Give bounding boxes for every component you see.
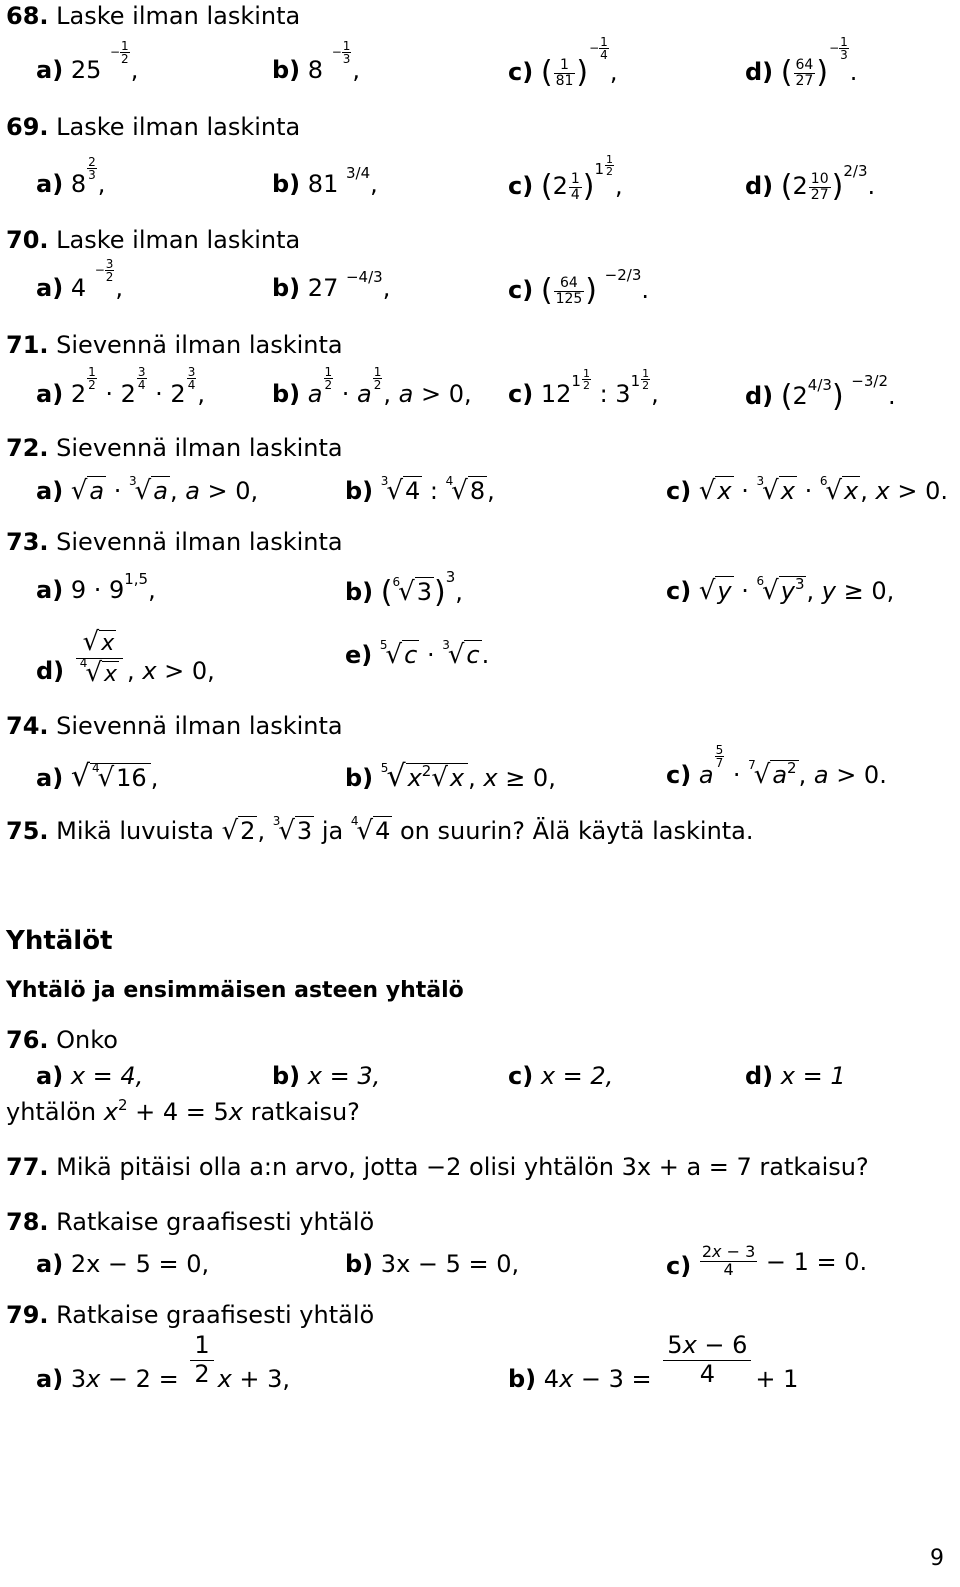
item-label: b) (345, 477, 374, 505)
exercise-68-heading (6, 4, 300, 28)
exercise-73-c (666, 574, 895, 606)
exercise-number: 69. (6, 113, 49, 141)
math-expression: x = 4, (70, 1062, 144, 1090)
exercise-73-b (345, 568, 463, 610)
math-expression: 2 $\frac{1}{2}$ · 2 $\frac{3}{4}$ · 2 $\frac{3}{4}$ , (70, 365, 205, 408)
math-expression: a $\frac{5}{7}$ · $^7√a^2$, a > 0. (698, 743, 887, 790)
exercise-68-d (745, 35, 858, 91)
item-label: a) (36, 170, 64, 198)
exercise-72-a (36, 474, 259, 506)
math-expression: $9 \cdot 9^{1,5}$, (70, 570, 156, 604)
exercise-76-b (272, 1064, 380, 1088)
exercise-74-b (345, 759, 556, 794)
math-expression: $\frac{√x}{^4√x}$ (76, 628, 123, 689)
exercise-number: 75. (6, 817, 49, 845)
exercise-68-a (36, 39, 139, 84)
exercise-79-a (36, 1331, 291, 1394)
item-label: c) (666, 1252, 692, 1281)
math-expression: $12^{1 \frac{1}{2}}$ : $3^{1 \frac{1}{2}}$ , (540, 367, 659, 408)
math-expression: √2, $^3$√3 (221, 814, 313, 846)
exercise-number: 72. (6, 434, 49, 462)
exercise-74-c (666, 743, 887, 790)
exercise-title: Ratkaise graafisesti yhtälö (56, 1301, 375, 1329)
math-expression: x = 3, (307, 1062, 381, 1090)
exercise-73-e (345, 638, 490, 670)
item-label: a) (36, 1250, 64, 1278)
math-expression: x = 1 (780, 1062, 846, 1090)
item-label: c) (508, 58, 534, 87)
math-expression: $x^2 + 4 = 5x$ (103, 1096, 243, 1126)
exercise-73-a (36, 570, 156, 604)
item-label: b) (508, 1365, 537, 1394)
exercise-75 (6, 814, 754, 846)
exercise-text: Mikä luvuista (56, 817, 214, 845)
exercise-title: Ratkaise graafisesti yhtälö (56, 1208, 375, 1236)
exercise-text: ratkaisu? (250, 1098, 360, 1126)
exercise-69-b (272, 164, 378, 198)
item-label: d) (745, 58, 774, 87)
exercise-number: 76. (6, 1026, 49, 1054)
exercise-68-c (508, 35, 618, 91)
exercise-number: 70. (6, 226, 49, 254)
exercise-76-question (6, 1096, 360, 1126)
item-label: d) (36, 657, 65, 686)
page-number: 9 (930, 1546, 944, 1571)
exercise-number: 74. (6, 712, 49, 740)
exercise-70-a (36, 257, 124, 302)
exercise-number: 78. (6, 1208, 49, 1236)
math-expression: 25 − $\frac{1}{2}$ , (70, 39, 139, 84)
exercise-72-b (345, 474, 495, 506)
math-expression: $(2^{4/3})$ $^{-3/2}$. (780, 372, 896, 414)
item-label: c) (666, 577, 692, 605)
exercise-78-heading (6, 1210, 374, 1234)
exercise-76-a (36, 1064, 143, 1088)
exercise-74-a (36, 759, 159, 794)
exercise-69-c (508, 153, 623, 205)
exercise-number: 71. (6, 331, 49, 359)
item-label: c) (508, 276, 534, 305)
exercise-68-b (272, 39, 361, 84)
math-expression: 8 − $\frac{1}{3}$ , (307, 39, 361, 84)
exercise-76-d (745, 1064, 846, 1088)
item-label: a) (36, 1062, 64, 1090)
exercise-73-heading (6, 530, 343, 554)
exercise-78-c (666, 1244, 867, 1279)
math-expression: x = 2, (540, 1062, 614, 1090)
exercise-76-heading (6, 1028, 118, 1052)
item-label: d) (745, 382, 774, 410)
exercise-title: Sievennä ilman laskinta (56, 434, 343, 462)
item-label: c) (508, 380, 534, 408)
math-expression: 8 $\frac{2}{3}$ , (70, 155, 106, 198)
math-expression: (2 $\frac{10}{27}$ )$^{2/3}$. (780, 162, 876, 205)
math-expression: $^3$√4 : $^4$√8, (380, 474, 495, 506)
math-expression: $\frac{2x - 3}{4}$ − 1 = 0. (701, 1242, 868, 1279)
section-heading: Yhtälöt (6, 926, 113, 956)
exercise-title: Sievennä ilman laskinta (56, 331, 343, 359)
exercise-71-c (508, 367, 659, 408)
exercise-72-heading (6, 436, 343, 460)
exercise-76-c (508, 1064, 613, 1088)
exercise-69-a (36, 155, 106, 198)
exercise-text: on suurin? Älä käytä laskinta. (400, 817, 754, 845)
math-expression: √ $^4$√16 , (70, 759, 159, 794)
item-label: a) (36, 477, 64, 505)
exercise-72-c (666, 474, 948, 506)
math-expression: 3x − 2 = $\frac{1}{2}$ x + 3, (70, 1331, 291, 1394)
math-expression: 27 $^{-4/3}$, (307, 268, 391, 302)
item-label: b) (345, 764, 374, 792)
exercise-79-b (508, 1331, 799, 1394)
math-expression: 4x − 3 = $\frac{5x - 6}{4}$ + 1 (543, 1331, 799, 1394)
math-expression: $√y \cdot ^6√y^3$, y ≥ 0, (698, 574, 895, 606)
math-expression: 4 − $\frac{3}{2}$ , (70, 257, 124, 302)
item-label: b) (272, 56, 301, 84)
exercise-70-heading (6, 228, 300, 252)
exercise-78-a (36, 1252, 209, 1276)
exercise-title: Sievennä ilman laskinta (56, 528, 343, 556)
exercise-title: Laske ilman laskinta (56, 113, 301, 141)
math-expression: $^5√x^2√x$ , x ≥ 0, (380, 759, 556, 794)
exercise-title: Laske ilman laskinta (56, 2, 301, 30)
math-expression: 2x − 5 = 0, (70, 1250, 210, 1278)
exercise-number: 79. (6, 1301, 49, 1329)
subsection-heading: Yhtälö ja ensimmäisen asteen yhtälö (6, 978, 464, 1003)
math-expression: $(^6√3)^3$, (380, 568, 463, 610)
math-expression: ( $\frac{64}{125}$ ) $^{-2/3}$. (540, 266, 650, 309)
exercise-69-heading (6, 115, 300, 139)
item-label: b) (272, 380, 301, 408)
item-label: a) (36, 576, 64, 604)
exercise-77 (6, 1155, 869, 1179)
exercise-number: 68. (6, 2, 49, 30)
exercise-74-heading (6, 714, 343, 738)
exercise-text: ja (321, 817, 344, 845)
math-expression: √x · $^3$√x · $^6$√x, x > 0. (698, 474, 948, 506)
item-label: d) (745, 1062, 774, 1090)
item-label: c) (508, 172, 534, 201)
item-label: b) (272, 1062, 301, 1090)
item-label: c) (666, 761, 692, 789)
math-expression: 3x − 5 = 0, (380, 1250, 520, 1278)
exercise-70-c (508, 266, 650, 309)
math-expression: a $\frac{1}{2}$ · a $\frac{1}{2}$ , a > 0, (307, 365, 472, 408)
math-expression: $^4$√4 (350, 814, 391, 846)
math-expression: $^5$√c · $^3$√c. (379, 638, 490, 670)
math-expression: √a · $^3$√a, a > 0, (70, 474, 259, 506)
exercise-number: 77. (6, 1153, 49, 1181)
item-label: c) (666, 477, 692, 505)
exercise-71-b (272, 365, 472, 408)
math-expression: ( $\frac{64}{27}$ )− $\frac{1}{3}$ . (780, 35, 858, 91)
item-label: a) (36, 56, 64, 84)
item-label: b) (345, 1250, 374, 1278)
exercise-title: Onko (56, 1026, 118, 1054)
item-label: a) (36, 764, 64, 792)
exercise-71-heading (6, 333, 343, 357)
exercise-title: Sievennä ilman laskinta (56, 712, 343, 740)
item-label: c) (508, 1062, 534, 1090)
exercise-number: 73. (6, 528, 49, 556)
exercise-title: Laske ilman laskinta (56, 226, 301, 254)
math-expression: ( $\frac{1}{81}$ )− $\frac{1}{4}$ , (540, 35, 618, 91)
exercise-70-b (272, 268, 391, 302)
exercise-text: yhtälön (6, 1098, 97, 1126)
item-label: d) (745, 172, 774, 201)
math-expression: (2 $\frac{1}{4}$ )$^{1 \frac{1}{2}}$ , (540, 153, 623, 205)
item-label: e) (345, 641, 373, 669)
item-label: b) (345, 578, 374, 606)
exercise-text: Mikä pitäisi olla a:n arvo, jotta −2 olisi yhtälön 3x + a = 7 ratkaisu? (56, 1153, 869, 1181)
item-label: b) (272, 170, 301, 198)
exercise-73-d: d) $\frac{√x}{^4√x}$ , x > 0, (36, 627, 215, 688)
exercise-79-heading (6, 1303, 374, 1327)
exercise-71-a (36, 365, 205, 408)
item-label: b) (272, 274, 301, 302)
item-label: a) (36, 380, 64, 408)
exercise-78-b (345, 1252, 519, 1276)
exercise-69-d (745, 162, 876, 205)
item-label: a) (36, 274, 64, 302)
item-label: a) (36, 1365, 64, 1394)
exercise-71-d (745, 372, 896, 414)
math-expression: 81 $^{3/4}$, (307, 164, 378, 198)
